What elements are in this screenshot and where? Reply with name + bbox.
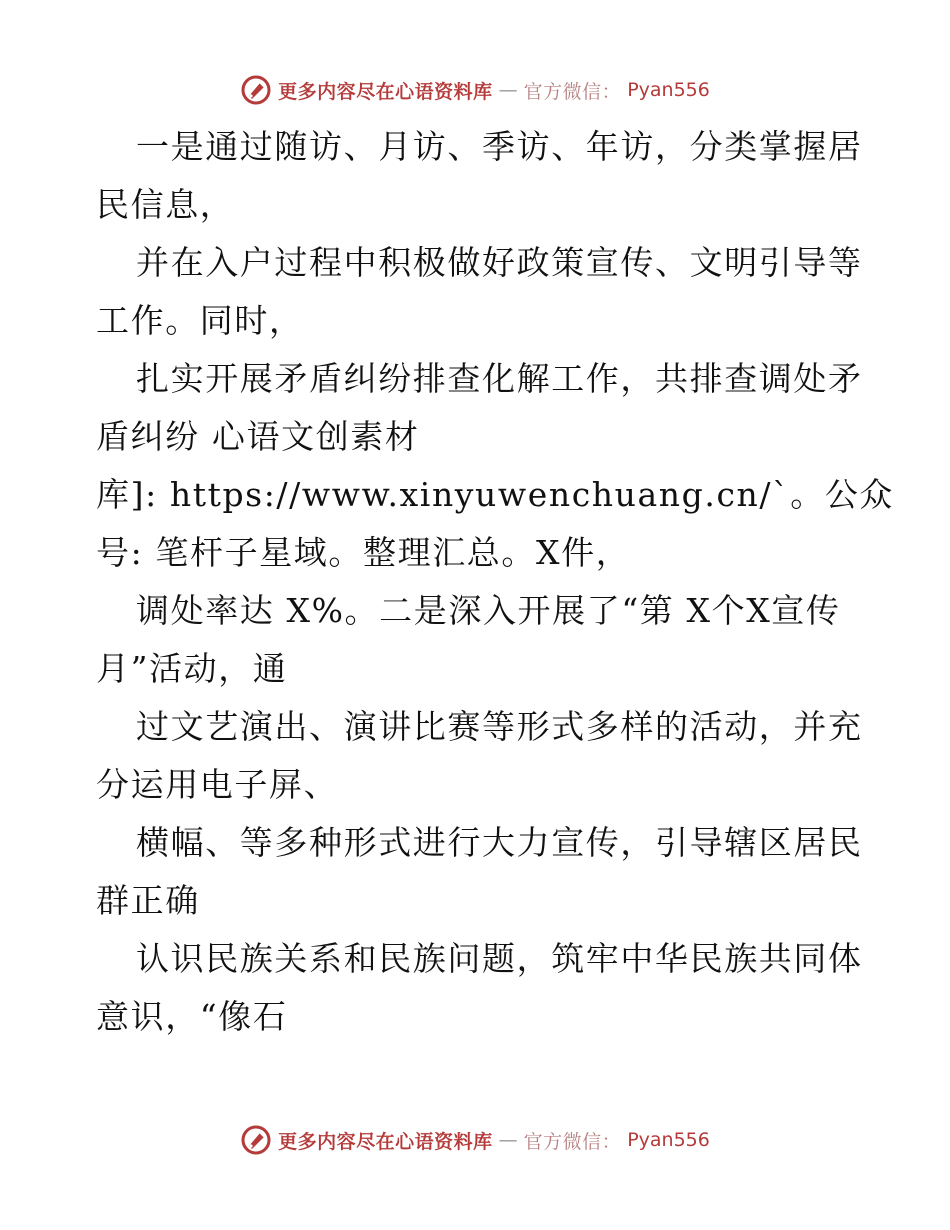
footer-watermark bbox=[0, 1120, 950, 1160]
header-watermark bbox=[0, 70, 950, 110]
paragraph-line: 号: 笔杆子星域。整理汇总。X件， bbox=[96, 533, 631, 572]
paragraph-line: 并在入户过程中积极做好政策宣传、文明引导等 bbox=[136, 243, 863, 282]
document-body bbox=[96, 118, 895, 1046]
paragraph-line: 扎实开展矛盾纠纷排查化解工作，共排查调处矛 bbox=[136, 359, 863, 398]
paragraph-line: 认识民族关系和民族问题，筑牢中华民族共同体 bbox=[136, 939, 863, 978]
watermark-wechat-id: Pyan556 bbox=[627, 1129, 710, 1151]
paragraph-line: 调处率达 X%。二是深入开展了“第 X个X宣传 bbox=[136, 591, 841, 630]
paragraph-line: 意识，“像石 bbox=[96, 997, 288, 1036]
paragraph-line: 横幅、等多种形式进行大力宣传，引导辖区居民 bbox=[136, 823, 863, 862]
paragraph-line: 库]: https://www.xinyuwenchuang.cn/`。公众 bbox=[96, 475, 895, 514]
pen-logo-icon bbox=[240, 1124, 272, 1156]
paragraph-line: 分运用电子屏、 bbox=[96, 765, 339, 804]
paragraph-line: 一是通过随访、月访、季访、年访，分类掌握居 bbox=[136, 127, 863, 166]
paragraph-line: 群正确 bbox=[96, 881, 200, 920]
watermark-text: 更多内容尽在心语资料库 bbox=[278, 1130, 493, 1153]
watermark-text: 更多内容尽在心语资料库 bbox=[278, 80, 493, 103]
paragraph-line: 盾纠纷 心语文创素材 bbox=[96, 417, 420, 456]
paragraph-line: 过文艺演出、演讲比赛等形式多样的活动，并充 bbox=[136, 707, 863, 746]
paragraph-line: 民信息， bbox=[96, 185, 235, 224]
watermark-wechat-label: 官方微信： bbox=[523, 1130, 622, 1153]
pen-logo-icon bbox=[240, 74, 272, 106]
watermark-dash: — bbox=[498, 79, 518, 101]
paragraph-line: 工作。同时， bbox=[96, 301, 304, 340]
watermark-dash: — bbox=[498, 1129, 518, 1151]
watermark-wechat-label: 官方微信： bbox=[523, 80, 622, 103]
paragraph-line: 月”活动，通 bbox=[96, 649, 288, 688]
watermark-wechat-id: Pyan556 bbox=[627, 79, 710, 101]
